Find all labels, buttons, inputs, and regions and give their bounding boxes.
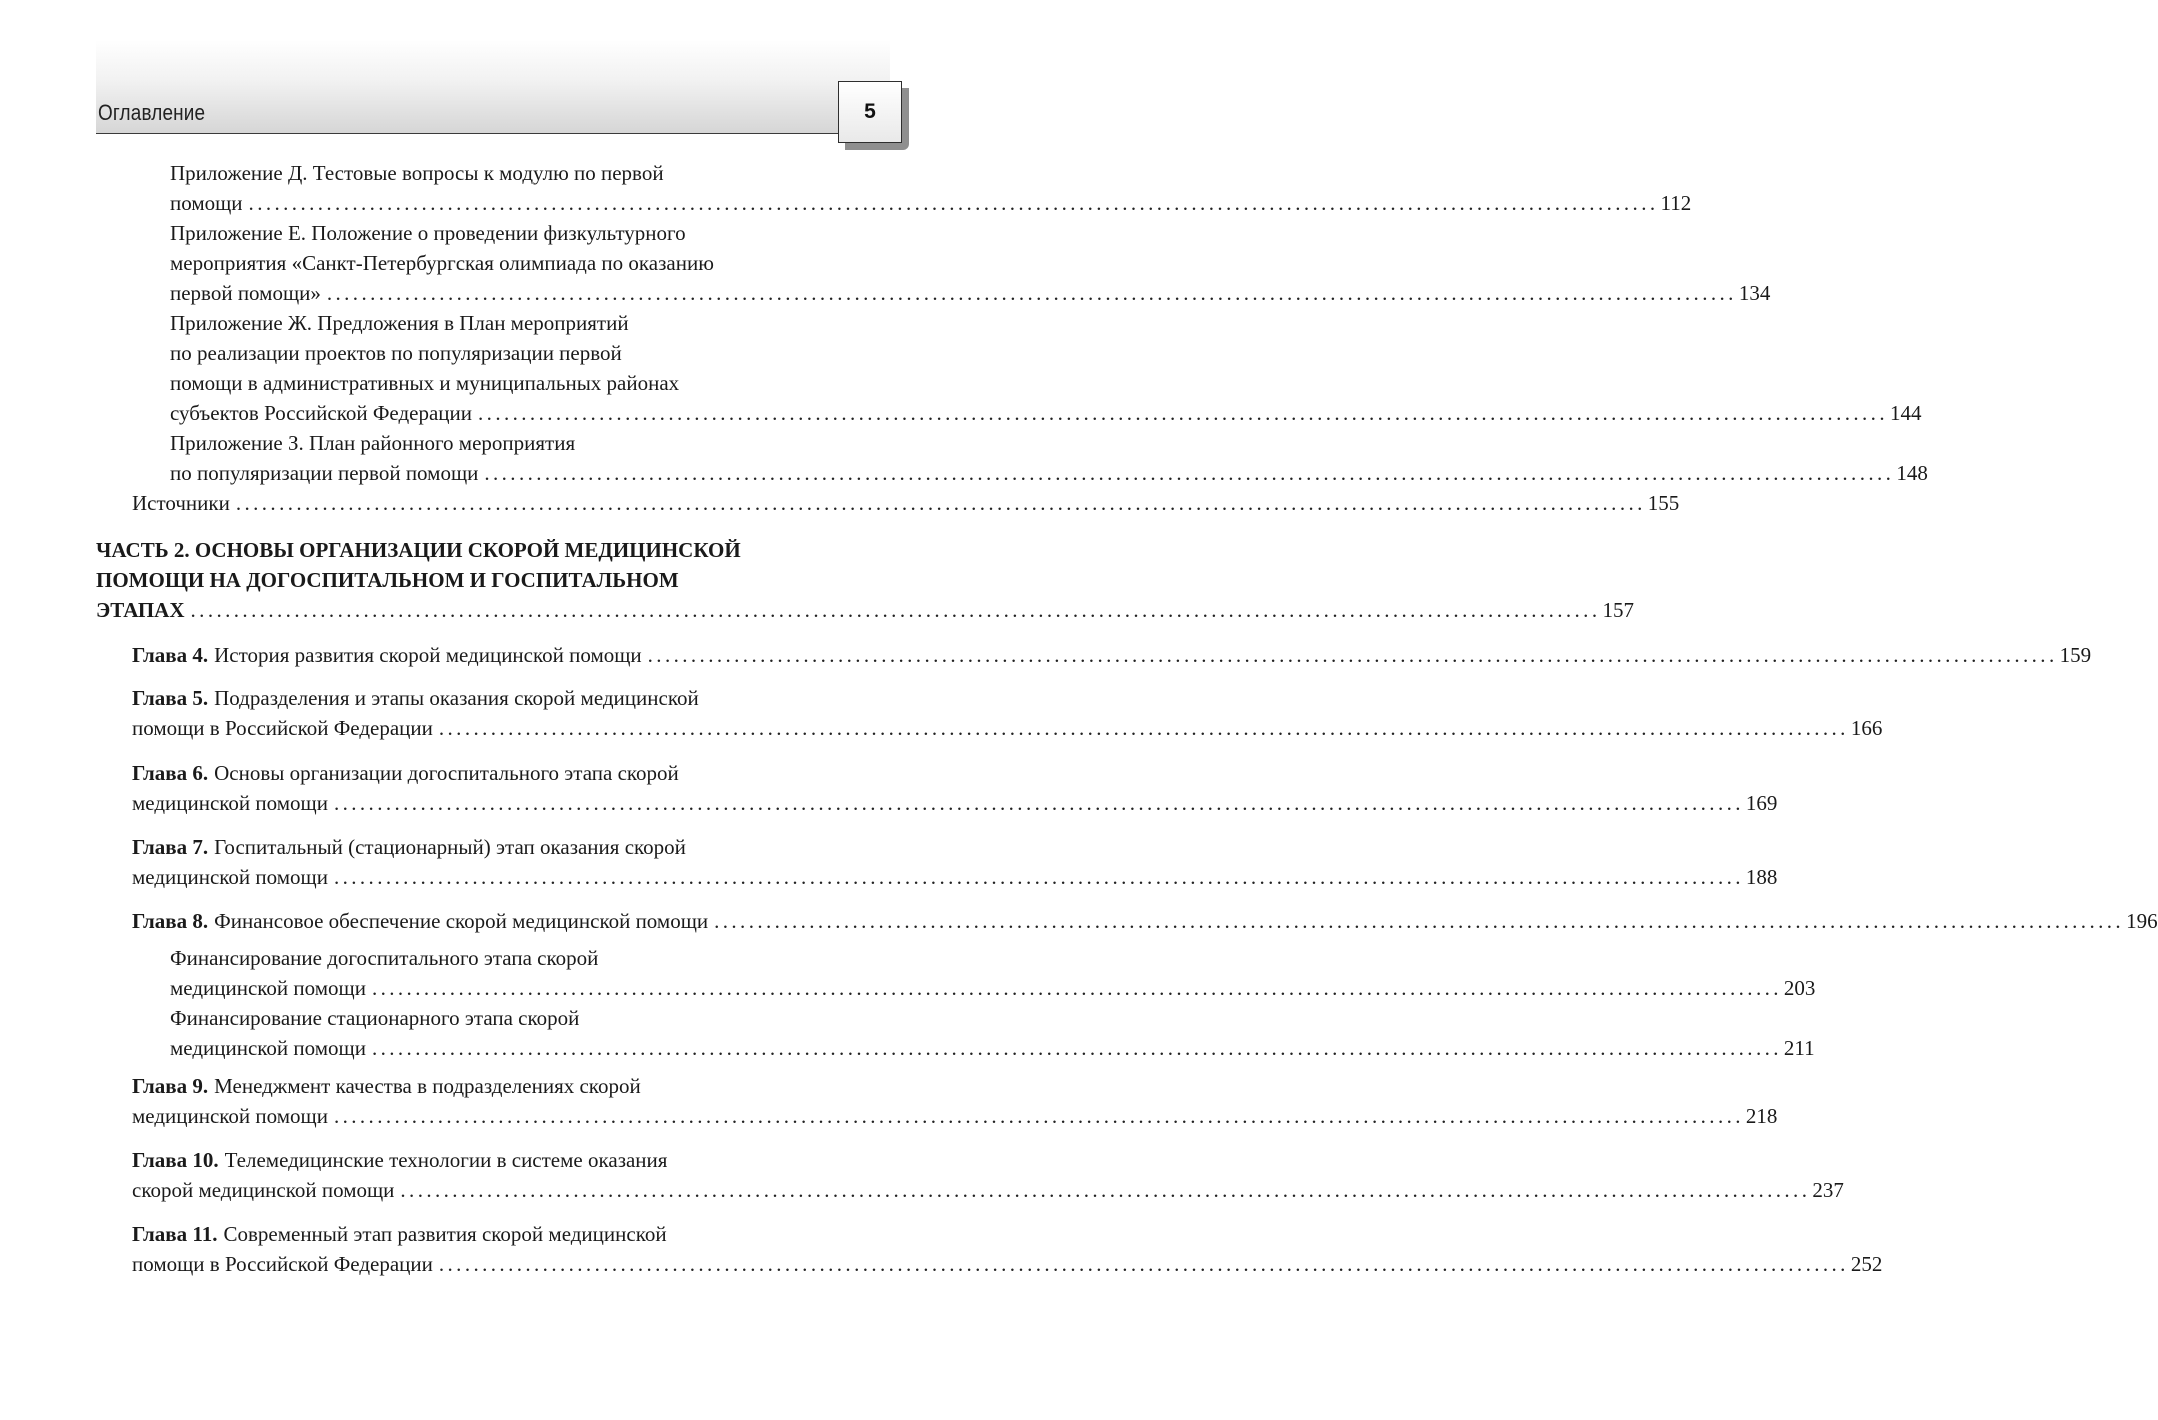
toc-entry-appendix-z[interactable]: по популяризации первой помощи ................................................................................................................................................................... 148 — [170, 461, 1928, 485]
chapter-label: Глава 7. — [132, 835, 209, 859]
toc-part-2-line-1: ЧАСТЬ 2. ОСНОВЫ ОРГАНИЗАЦИИ СКОРОЙ МЕДИЦИНСКОЙ — [96, 538, 741, 562]
leader-dots: ................................................................................................................................................................... — [190, 598, 1601, 622]
toc-entry-appendix-e-line-2: мероприятия «Санкт-Петербургская олимпиада по оказанию — [170, 251, 714, 275]
toc-chapter-9[interactable]: медицинской помощи ................................................................................................................................................................... 218 — [132, 1104, 1778, 1128]
toc-entry-appendix-d-line-1: Приложение Д. Тестовые вопросы к модулю по первой — [170, 161, 664, 185]
page-ref: 211 — [1783, 1036, 1815, 1060]
toc-entry-appendix-d[interactable]: помощи ................................................................................................................................................................... 112 — [170, 191, 1692, 215]
page-ref: 252 — [1850, 1252, 1883, 1276]
page-ref: 144 — [1889, 401, 1922, 425]
chapter-label: Глава 11. — [132, 1222, 218, 1246]
page-number: 5 — [838, 81, 902, 143]
toc-part-2[interactable]: ЭТАПАХ ................................................................................................................................................................... 157 — [96, 598, 1634, 622]
page-ref: 218 — [1745, 1104, 1778, 1128]
leader-dots: ................................................................................................................................................................... — [371, 1036, 1782, 1060]
toc-chapter-10-line-1: Глава 10. Телемедицинские технологии в системе оказания — [132, 1148, 668, 1172]
leader-dots: ................................................................................................................................................................... — [714, 909, 2125, 933]
toc-section-inpatient-financing-line-1: Финансирование стационарного этапа скорой — [170, 1006, 580, 1030]
header-rule — [96, 133, 840, 134]
leader-dots: ................................................................................................................................................................... — [248, 191, 1659, 215]
toc-chapter-6-line-1: Глава 6. Основы организации догоспитального этапа скорой — [132, 761, 679, 785]
chapter-label: Глава 9. — [132, 1074, 209, 1098]
toc-chapter-11-line-1: Глава 11. Современный этап развития скорой медицинской — [132, 1222, 667, 1246]
page-ref: 196 — [2126, 909, 2158, 933]
running-header-title: Оглавление — [98, 100, 206, 125]
running-header-band — [96, 40, 890, 133]
toc-entry-sources[interactable]: Источники ................................................................................................................................................................... 155 — [132, 491, 1680, 515]
toc-chapter-7[interactable]: медицинской помощи ................................................................................................................................................................... 188 — [132, 865, 1778, 889]
page-ref: 188 — [1745, 865, 1778, 889]
toc-chapter-4[interactable]: Глава 4. История развития скорой медицинской помощи ................................................................................................................................................................... 159 — [132, 643, 2092, 667]
toc-chapter-7-line-1: Глава 7. Госпитальный (стационарный) этап оказания скорой — [132, 835, 686, 859]
page-ref: 237 — [1812, 1178, 1844, 1202]
leader-dots: ................................................................................................................................................................... — [400, 1178, 1811, 1202]
toc-entry-appendix-zh-line-3: помощи в административных и муниципальных районах — [170, 371, 680, 395]
toc-part-2-line-2: ПОМОЩИ НА ДОГОСПИТАЛЬНОМ И ГОСПИТАЛЬНОМ — [96, 568, 679, 592]
toc-chapter-8[interactable]: Глава 8. Финансовое обеспечение скорой медицинской помощи ................................................................................................................................................................... 196 — [132, 909, 2158, 933]
page-ref: 155 — [1647, 491, 1680, 515]
page-ref: 148 — [1896, 461, 1928, 485]
toc-entry-appendix-zh-line-2: по реализации проектов по популяризации первой — [170, 341, 622, 365]
page-ref: 112 — [1660, 191, 1692, 215]
page-ref: 203 — [1783, 976, 1816, 1000]
chapter-label: Глава 4. — [132, 643, 209, 667]
leader-dots: ................................................................................................................................................................... — [235, 491, 1646, 515]
toc-chapter-5[interactable]: помощи в Российской Федерации ................................................................................................................................................................... 166 — [132, 716, 1883, 740]
toc-chapter-9-line-1: Глава 9. Менеджмент качества в подразделениях скорой — [132, 1074, 641, 1098]
page-ref: 166 — [1850, 716, 1883, 740]
page-ref: 159 — [2059, 643, 2092, 667]
leader-dots: ................................................................................................................................................................... — [484, 461, 1895, 485]
page-ref: 157 — [1602, 598, 1634, 622]
toc-entry-appendix-z-line-1: Приложение З. План районного мероприятия — [170, 431, 576, 455]
chapter-label: Глава 5. — [132, 686, 209, 710]
leader-dots: ................................................................................................................................................................... — [333, 1104, 1744, 1128]
leader-dots: ................................................................................................................................................................... — [333, 791, 1744, 815]
leader-dots: ................................................................................................................................................................... — [371, 976, 1782, 1000]
toc-entry-appendix-zh-line-1: Приложение Ж. Предложения в План мероприятий — [170, 311, 629, 335]
leader-dots: ................................................................................................................................................................... — [333, 865, 1744, 889]
toc-chapter-11[interactable]: помощи в Российской Федерации ................................................................................................................................................................... 252 — [132, 1252, 1883, 1276]
toc-chapter-10[interactable]: скорой медицинской помощи ................................................................................................................................................................... 237 — [132, 1178, 1844, 1202]
toc-section-prehospital-financing-line-1: Финансирование догоспитального этапа скорой — [170, 946, 599, 970]
chapter-label: Глава 6. — [132, 761, 209, 785]
toc-entry-appendix-zh[interactable]: субъектов Российской Федерации ................................................................................................................................................................... 144 — [170, 401, 1922, 425]
toc-section-inpatient-financing[interactable]: медицинской помощи ................................................................................................................................................................... 211 — [170, 1036, 1815, 1060]
toc-entry-appendix-e-line-1: Приложение Е. Положение о проведении физкультурного — [170, 221, 686, 245]
chapter-label: Глава 10. — [132, 1148, 219, 1172]
leader-dots: ................................................................................................................................................................... — [438, 716, 1849, 740]
page-ref: 169 — [1745, 791, 1778, 815]
page-ref: 134 — [1738, 281, 1771, 305]
toc-section-prehospital-financing[interactable]: медицинской помощи ................................................................................................................................................................... 203 — [170, 976, 1816, 1000]
toc-chapter-6[interactable]: медицинской помощи ................................................................................................................................................................... 169 — [132, 791, 1778, 815]
chapter-label: Глава 8. — [132, 909, 209, 933]
leader-dots: ................................................................................................................................................................... — [438, 1252, 1849, 1276]
leader-dots: ................................................................................................................................................................... — [478, 401, 1888, 425]
leader-dots: ................................................................................................................................................................... — [647, 643, 2058, 667]
toc-entry-appendix-e[interactable]: первой помощи» ................................................................................................................................................................... 134 — [170, 281, 1771, 305]
toc-chapter-5-line-1: Глава 5. Подразделения и этапы оказания скорой медицинской — [132, 686, 699, 710]
leader-dots: ................................................................................................................................................................... — [326, 281, 1737, 305]
